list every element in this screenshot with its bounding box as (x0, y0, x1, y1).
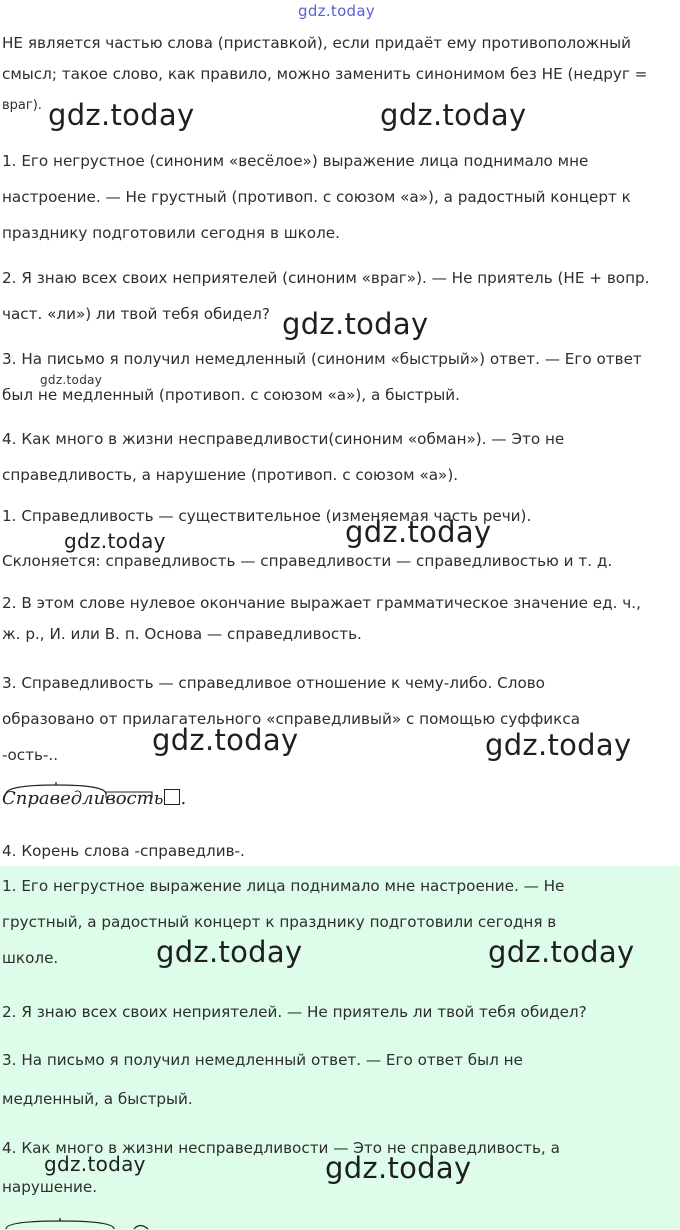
intro-line: НЕ является частью слова (приставкой), если придаёт ему противоположный (2, 34, 631, 52)
answer-item-2 (2, 994, 587, 1030)
watermark: gdz.today (64, 529, 166, 553)
morpheme-diagram (2, 788, 186, 809)
null-ending-box (164, 789, 180, 805)
task-line: 2. Я знаю всех своих неприятелей (синоним «враг»). — Не приятель (НЕ + вопр. (2, 269, 650, 287)
answer-line: 4. Как много в жизни несправедливости — Это не справедливость, а (2, 1139, 560, 1157)
watermark: gdz.today (282, 307, 429, 341)
morpheme-suffix: ость (115, 788, 164, 809)
analysis-line: 3. Справедливость — справедливое отношение к чему-либо. Слово (2, 674, 545, 692)
root-arc-icon (2, 1218, 152, 1230)
task-line: 3. На письмо я получил немедленный (синоним «быстрый») ответ. — Его ответ (2, 350, 642, 368)
task-line: празднику подготовили сегодня в школе. (2, 224, 340, 242)
watermark-top: gdz.today (298, 2, 376, 20)
task-line: справедливость, а нарушение (противоп. с союзом «а»). (2, 466, 459, 484)
answer-line: 1. Его негрустное выражение лица поднимало мне настроение. — Не (2, 877, 565, 895)
answer-line: грустный, а радостный концерт к празднику подготовили сегодня в (2, 913, 557, 931)
answer-line: нарушение. (2, 1178, 98, 1196)
answer-line: 2. Я знаю всех своих неприятелей. — Не приятель ли твой тебя обидел? (2, 1003, 587, 1021)
watermark: gdz.today (325, 1151, 472, 1185)
analysis-line: Склоняется: справедливость — справедливости — справедливостью и т. д. (2, 552, 613, 570)
task-item-4 (2, 421, 564, 493)
task-line: част. «ли») ли твой тебя обидел? (2, 305, 270, 323)
answer-item-3 (2, 1041, 523, 1119)
task-line: настроение. — Не грустный (противоп. с союзом «а»), а радостный концерт к (2, 188, 631, 206)
watermark: gdz.today (40, 373, 103, 387)
analysis-line: 2. В этом слове нулевое окончание выражает грамматическое значение ед. ч., (2, 594, 641, 612)
analysis-line: -ость-.. (2, 746, 59, 764)
watermark: gdz.today (156, 935, 303, 969)
watermark: gdz.today (485, 728, 632, 762)
task-line: 1. Его негрустное (синоним «весёлое») выражение лица поднимало мне (2, 152, 589, 170)
answer-line: школе. (2, 949, 59, 967)
intro-line: враг). (2, 98, 42, 113)
analysis-line: образовано от прилагательного «справедливый» с помощью суффикса (2, 710, 581, 728)
root-note-text: 4. Корень слова -справедлив-. (2, 842, 245, 860)
answer-line: 3. На письмо я получил немедленный ответ. — Его ответ был не (2, 1051, 523, 1069)
task-item-1 (2, 143, 631, 251)
morpheme-end: . (180, 788, 187, 809)
morpheme-root: Справедлив (2, 788, 116, 809)
task-line: был не медленный (противоп. с союзом «а»), а быстрый. (2, 386, 460, 404)
analysis-line: ж. р., И. или В. п. Основа — справедливость. (2, 625, 362, 643)
watermark: gdz.today (44, 1152, 146, 1176)
watermark: gdz.today (152, 723, 299, 757)
watermark: gdz.today (48, 98, 195, 132)
analysis-line: 1. Справедливость — существительное (изменяемая часть речи). (2, 507, 532, 525)
watermark: gdz.today (488, 935, 635, 969)
watermark: gdz.today (345, 515, 492, 549)
watermark: gdz.today (380, 98, 527, 132)
answer-line: медленный, а быстрый. (2, 1090, 193, 1108)
analysis-item-2 (2, 588, 641, 650)
task-line: 4. Как много в жизни несправедливости(синоним «обман»). — Это не (2, 430, 565, 448)
intro-line: смысл; такое слово, как правило, можно заменить синонимом без НЕ (недруг = (2, 65, 648, 83)
root-note (2, 833, 245, 869)
